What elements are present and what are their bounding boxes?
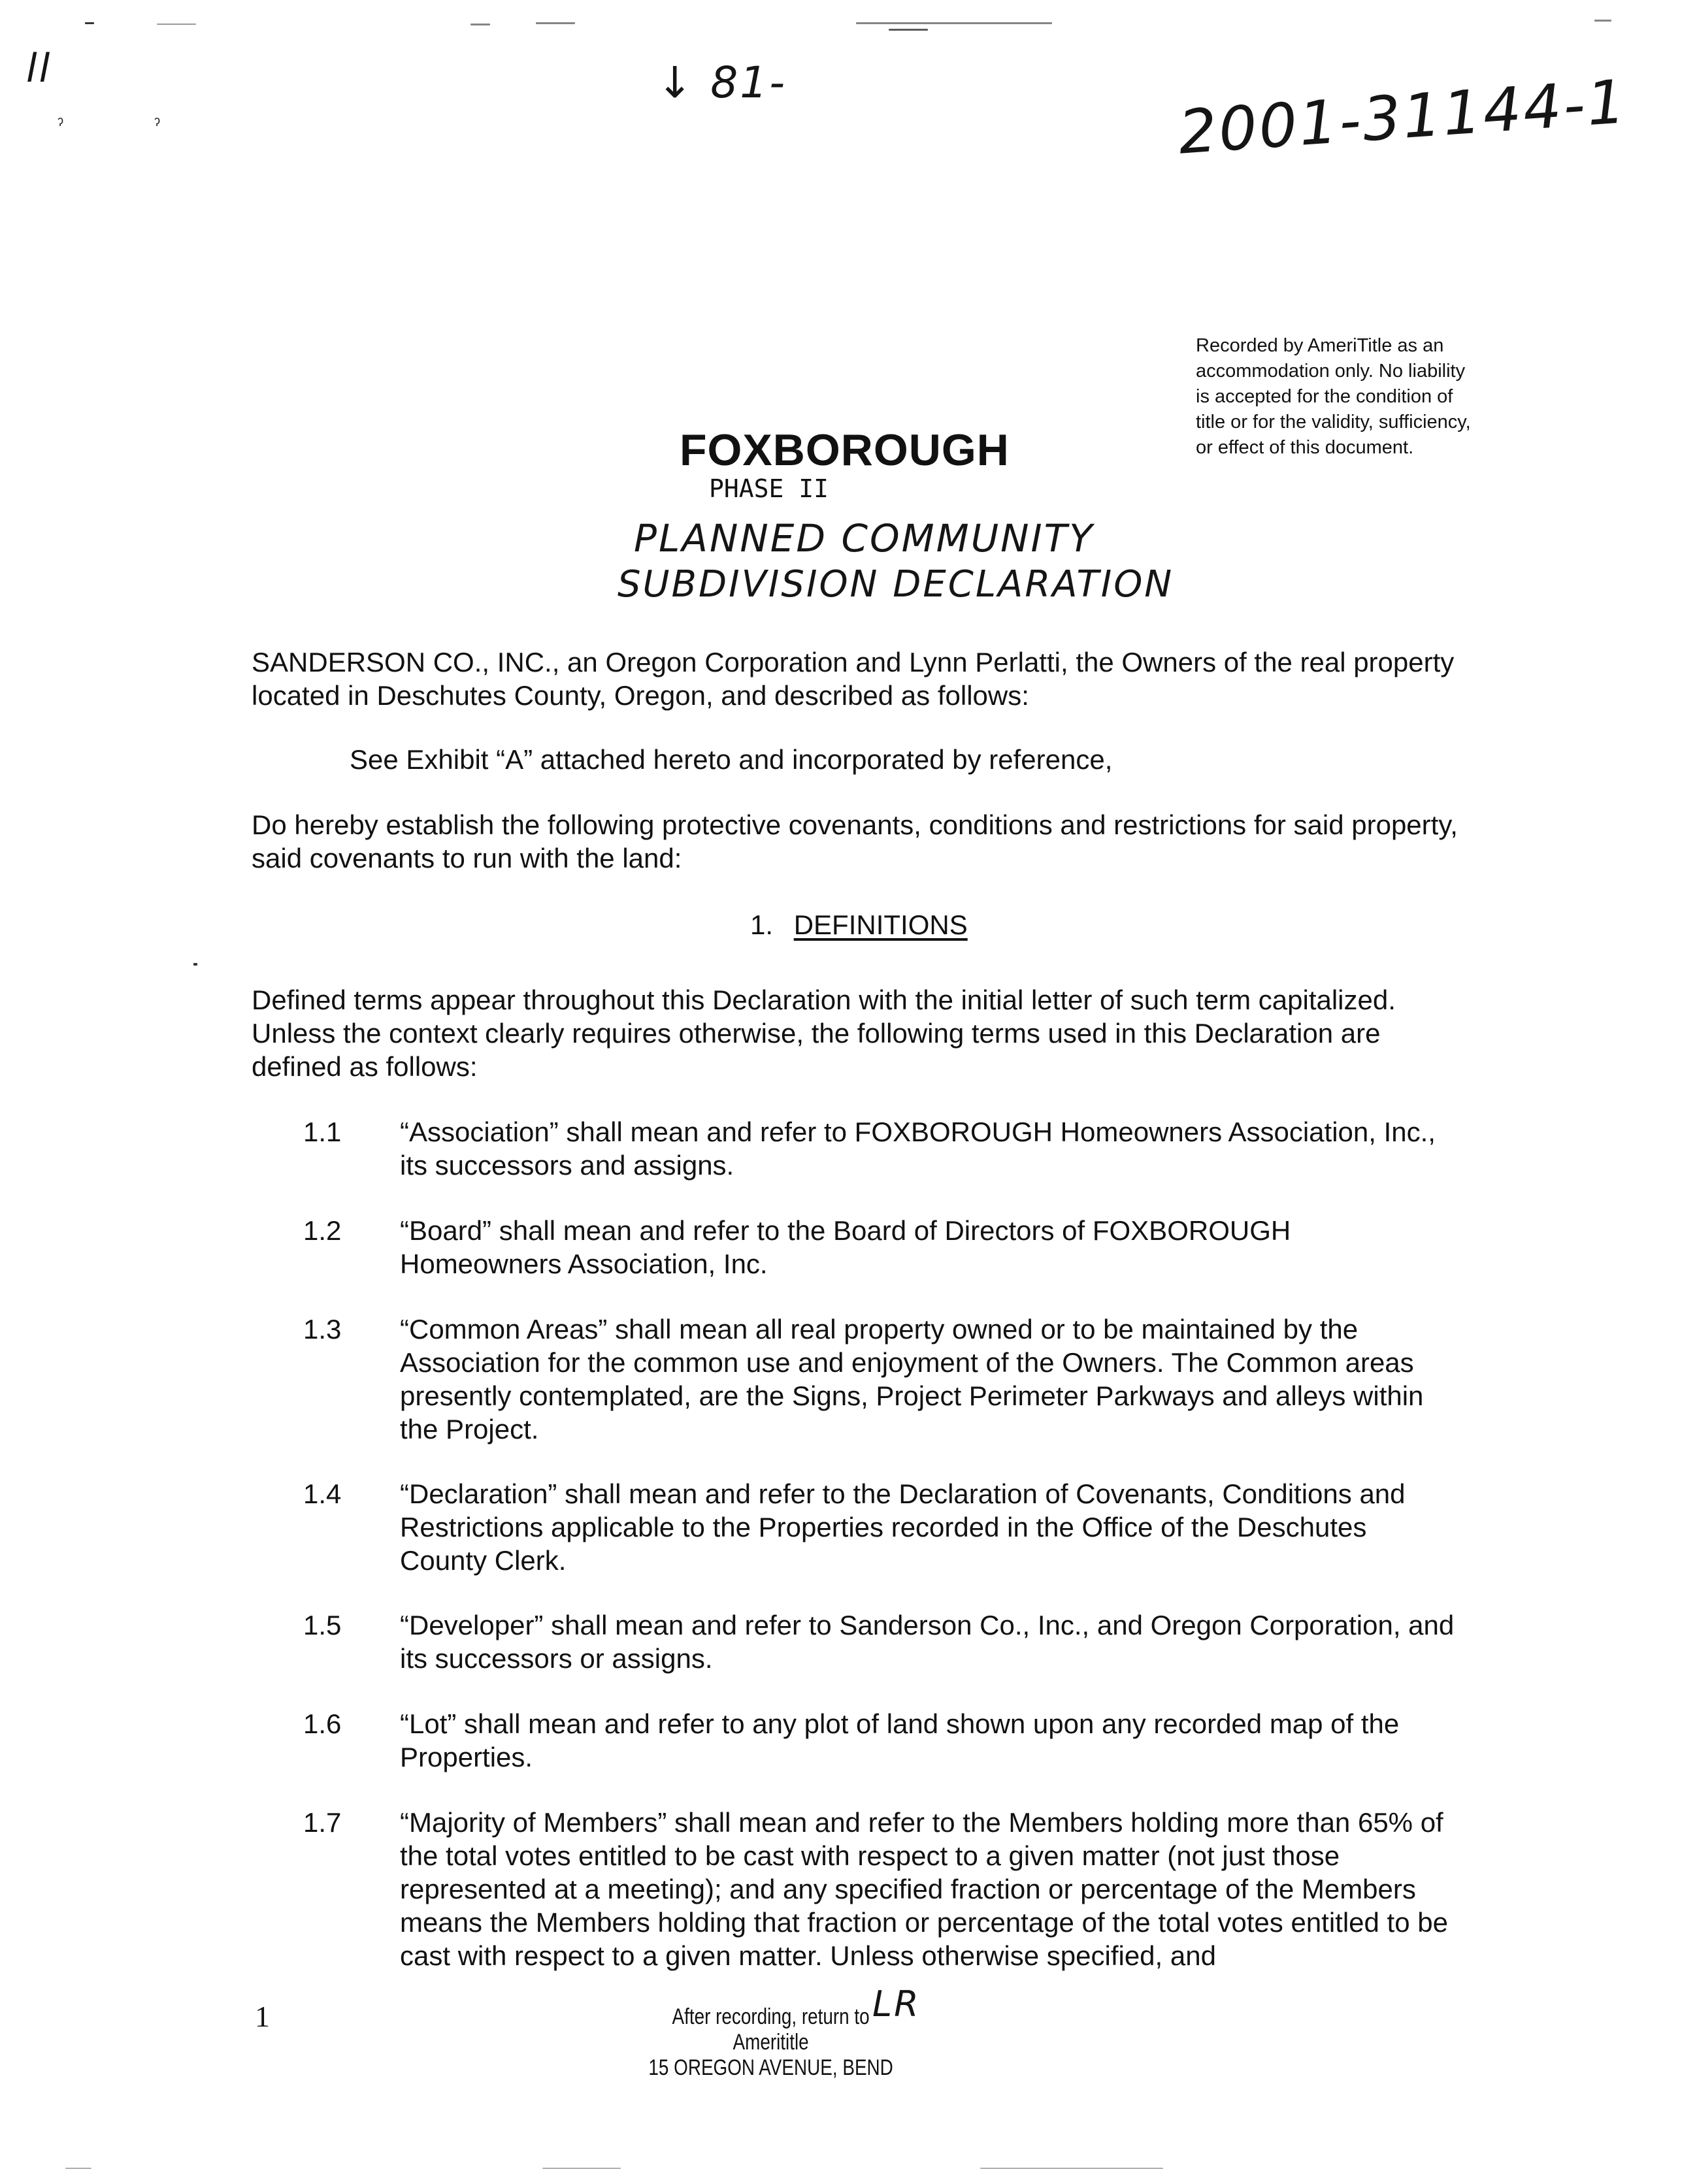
notice-line: title or for the validity, sufficiency, [1196,412,1471,432]
definition-number: 1.7 [303,1807,342,1838]
definition-text: “Association” shall mean and refer to FOXBOROUGH Homeowners Association, Inc., its successors and assigns. [400,1116,1436,1181]
handwritten-subtitle-line2: SUBDIVISION DECLARATION [618,563,1174,606]
definition-text: “Developer” shall mean and refer to Sanderson Co., Inc., and Oregon Corporation, and its successors or assigns. [400,1610,1455,1674]
page-number: 1 [255,2000,270,2033]
definitions-intro: Defined terms appear throughout this Declaration with the initial letter of such term capitalized. Unless the context clearly requires otherwise, the following terms used in this Declaration are defined as follows: [252,985,1396,1082]
handwritten-subtitle-line1: PLANNED COMMUNITY [634,516,1095,561]
document-phase: PHASE II [709,474,829,503]
definition-text: “Declaration” shall mean and refer to the Declaration of Covenants, Conditions and Restrictions applicable to the Properties recorded in the Office of the Deschutes County Clerk. [400,1478,1406,1576]
section-heading [750,908,968,941]
section-title: DEFINITIONS [793,909,968,940]
definition-number: 1.4 [303,1478,342,1509]
document-title: FOXBOROUGH [680,425,1010,475]
section-number: 1. [750,909,774,940]
handwritten-corner-mark: ll [26,46,52,91]
definition-number: 1.3 [303,1314,342,1345]
notice-line: is accepted for the condition of [1196,386,1453,407]
definition-number: 1.2 [303,1215,342,1246]
definition-number: 1.1 [303,1116,342,1147]
definition-number: 1.6 [303,1708,342,1739]
exhibit-reference: See Exhibit “A” attached hereto and incorporated by reference, [350,744,1113,775]
definition-text: “Common Areas” shall mean all real property owned or to be maintained by the Association for the common use and enjoyment of the Owners. The Common areas presently contemplated, are the Signs, Project Perimeter Parkways and alleys within the Project. [400,1314,1424,1444]
definition-number: 1.5 [303,1610,342,1640]
return-line: 15 OREGON AVENUE, BEND [648,2055,893,2080]
definition-text: “Majority of Members” shall mean and refer to the Members holding more than 65% of the total votes entitled to be cast with respect to a given matter (not just those represented at a meeting); and any specified fraction or percentage of the Members means the Members holding that fraction or percentage of the total votes entitled to be cast with respect to a given matter. Unless otherwise specified, and [400,1807,1448,1971]
definition-text: “Board” shall mean and refer to the Board of Directors of FOXBOROUGH Homeowners Association, Inc. [400,1215,1291,1279]
handwritten-top-number: ↓ 81- [657,57,787,108]
notice-line: or effect of this document. [1196,437,1414,458]
handwritten-recording-number: 2001-31144-1 [1176,67,1630,168]
definition-text: “Lot” shall mean and refer to any plot of land shown upon any recorded map of the Properties. [400,1708,1400,1772]
covenants-paragraph: Do hereby establish the following protective covenants, conditions and restrictions for said property, said covenants to run with the land: [252,809,1458,873]
handwritten-initials: LR [872,1983,921,2025]
notice-line: Recorded by AmeriTitle as an [1196,335,1444,356]
notice-line: accommodation only. No liability [1196,361,1466,382]
small-mark-left: ˀ [58,114,64,134]
intro-paragraph: SANDERSON CO., INC., an Oregon Corporation and Lynn Perlatti, the Owners of the real property located in Deschutes County, Oregon, and described as follows: [252,647,1455,711]
small-mark-right: ˀ [154,114,161,134]
return-line: After recording, return to [672,2004,870,2029]
recording-notice [1196,333,1471,461]
return-line: Amerititle [733,2030,809,2055]
